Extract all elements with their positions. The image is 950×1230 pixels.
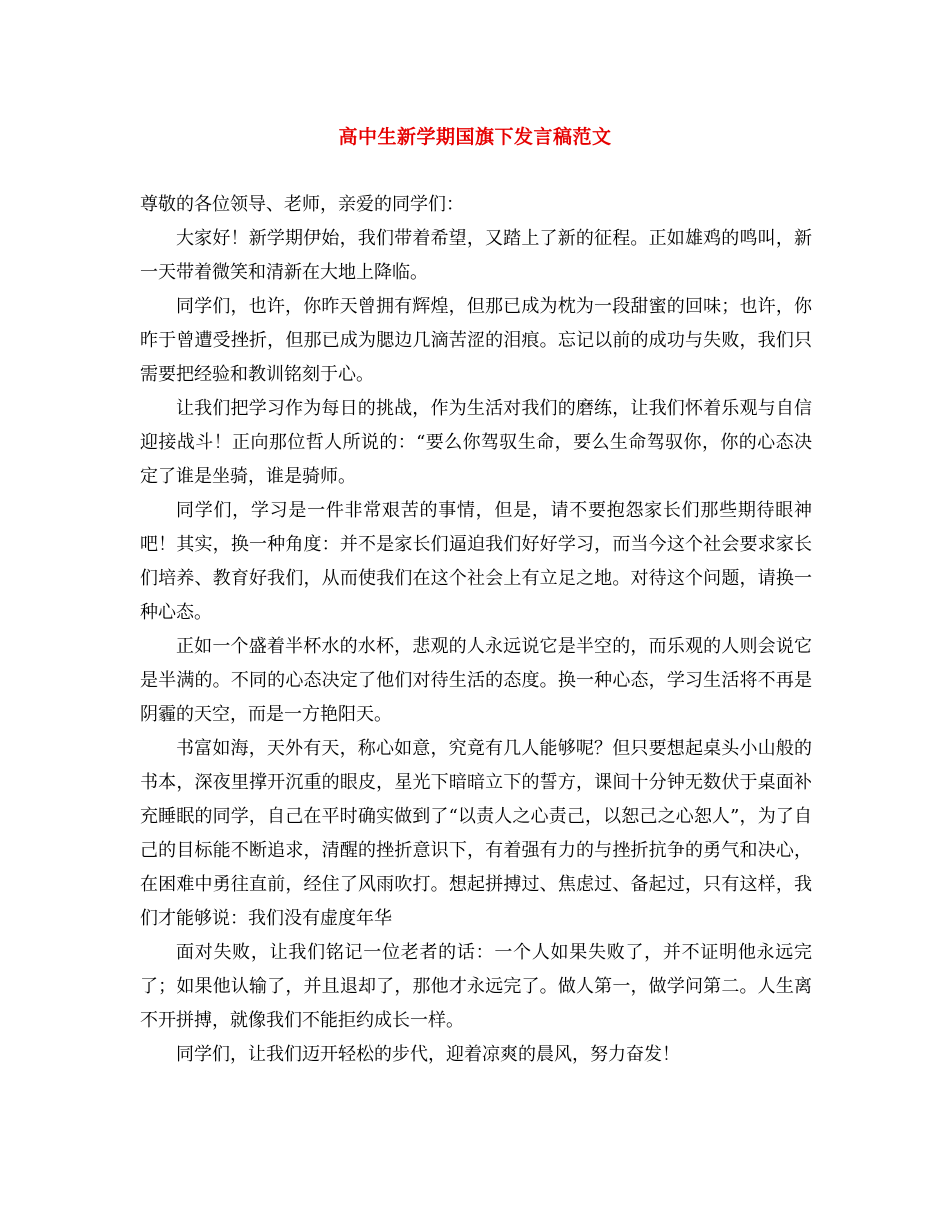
paragraph: 同学们，学习是一件非常艰苦的事情，但是，请不要抱怨家长们那些期待眼神吧！其实，换一种角度：并不是家长们逼迫我们好好学习，而当今这个社会要求家长们培养、教育好我们，从而使我们在这个社会上有立足之地。对待这个问题，请换一种心态。 bbox=[140, 500, 812, 623]
document-title: 高中生新学期国旗下发言稿范文 bbox=[338, 126, 612, 148]
paragraph: 正如一个盛着半杯水的水杯，悲观的人永远说它是半空的，而乐观的人则会说它是半满的。不同的心态决定了他们对待生活的态度。换一种心态，学习生活将不再是阴霾的天空，而是一方艳阳天。 bbox=[140, 636, 812, 725]
salutation: 尊敬的各位领导、老师，亲爱的同学们： bbox=[140, 194, 464, 215]
document-body bbox=[140, 188, 812, 1072]
paragraph: 同学们，也许，你昨天曾拥有辉煌，但那已成为枕为一段甜蜜的回味；也许，你昨于曾遭受挫折，但那已成为腮边几滴苦涩的泪痕。忘记以前的成功与失败，我们只需要把经验和教训铭刻于心。 bbox=[140, 296, 812, 385]
paragraph: 让我们把学习作为每日的挑战，作为生活对我们的磨练，让我们怀着乐观与自信迎接战斗！正向那位哲人所说的：“要么你驾驭生命，要么生命驾驭你，你的心态决定了谁是坐骑，谁是骑师。 bbox=[140, 398, 812, 487]
paragraph: 同学们，让我们迈开轻松的步代，迎着凉爽的晨风，努力奋发！ bbox=[176, 1044, 680, 1065]
paragraph: 大家好！新学期伊始，我们带着希望，又踏上了新的征程。正如雄鸡的鸣叫，新一天带着微笑和清新在大地上降临。 bbox=[140, 228, 812, 283]
paragraph: 面对失败，让我们铭记一位老者的话：一个人如果失败了，并不证明他永远完了；如果他认输了，并且退却了，那他才永远完了。做人第一，做学问第二。人生离不开拼搏，就像我们不能拒约成长一样。 bbox=[140, 942, 812, 1031]
paragraph: 书富如海，天外有天，称心如意，究竟有几人能够呢？但只要想起桌头小山般的书本，深夜里撑开沉重的眼皮，星光下暗暗立下的誓方，课间十分钟无数伏于桌面补充睡眠的同学，自己在平时确实做到了“以责人之心责己，以恕己之心恕人”，为了自己的目标能不断追求，清醒的挫折意识下，有着强有力的与挫折抗争的勇气和决心，在困难中勇往直前，经住了风雨吹打。想起拼搏过、焦虑过、备起过，只有这样，我们才能够说：我们没有虚度年华 bbox=[140, 738, 812, 929]
